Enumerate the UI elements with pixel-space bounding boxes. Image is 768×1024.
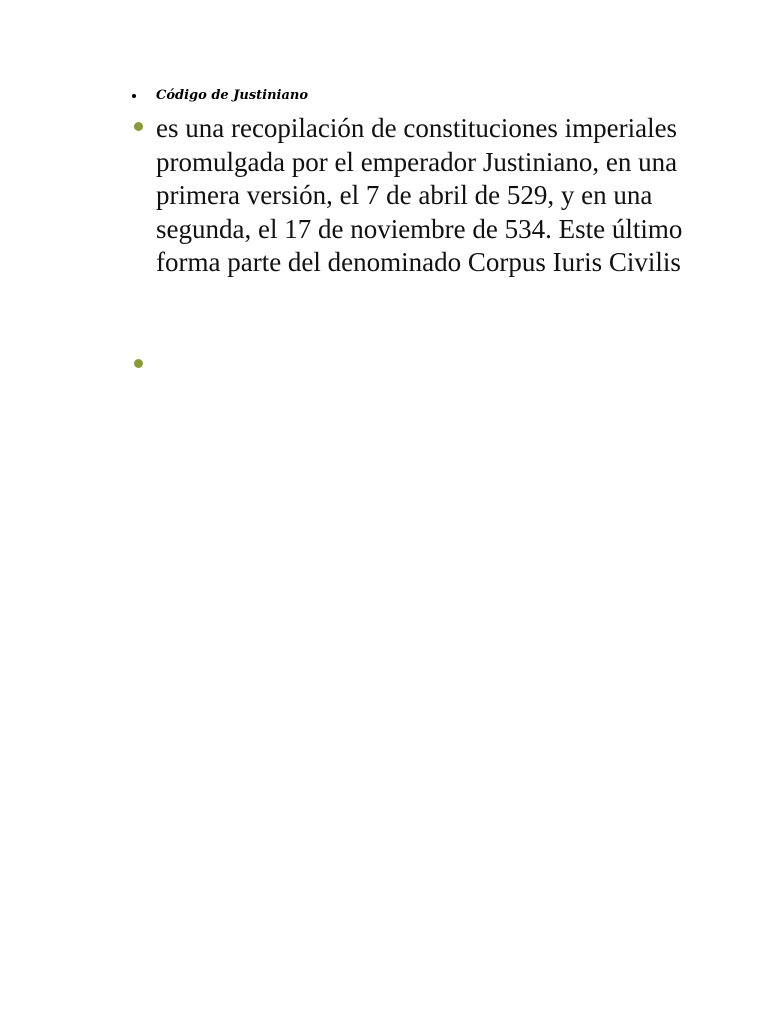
green-bullet-icon xyxy=(134,122,143,131)
heading-list-item xyxy=(132,86,308,106)
heading-title: Código de Justiniano xyxy=(156,88,309,103)
green-bullet-icon xyxy=(134,359,143,368)
body-paragraph: es una recopilación de constituciones imperiales promulgada por el emperador Justiniano, en una primera versión, el 7 de abril de 529, y en una segunda, el 17 de noviembre de 534. Este último forma parte del denominado Corpus Iuris Civilis xyxy=(156,113,683,277)
bullet-dot-icon xyxy=(132,94,136,98)
paragraph-list xyxy=(134,112,734,280)
